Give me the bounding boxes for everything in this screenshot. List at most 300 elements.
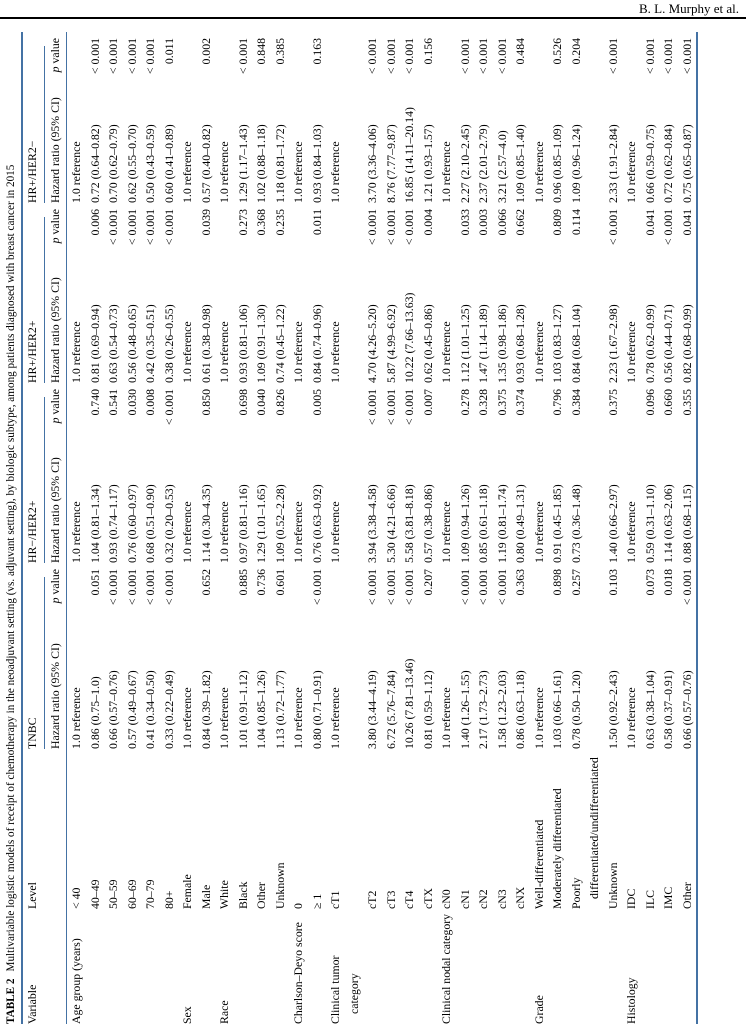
- p-value-cell: 0.011: [161, 38, 176, 65]
- variable-cell: [456, 909, 475, 1024]
- p-value-cell: 0.096: [642, 389, 657, 416]
- hazard-ratio-cell: 1.0 reference: [328, 321, 342, 383]
- hazard-ratio-cell: 0.70 (0.62–0.79): [106, 124, 120, 203]
- level-cell: cT4: [402, 890, 416, 909]
- level-cell: Moderately differentiated: [550, 788, 564, 909]
- hazard-ratio-cell: 5.87 (4.99–6.92): [383, 304, 398, 383]
- p-value-cell: [326, 563, 363, 621]
- hazard-ratio-cell: 1.0 reference: [439, 321, 453, 383]
- variable-cell: [400, 909, 419, 1024]
- p-value-cell: < 0.001: [106, 209, 120, 246]
- p-value-cell: 0.204: [568, 38, 583, 65]
- level-cell: ≥ 1: [309, 893, 324, 909]
- hazard-ratio-cell: 1.0 reference: [439, 501, 453, 563]
- p-value-cell: 0.257: [568, 569, 583, 596]
- p-value-cell: 0.033: [457, 209, 472, 236]
- hazard-ratio-cell: 1.0 reference: [531, 321, 546, 383]
- p-value-cell: [622, 203, 641, 261]
- p-value-cell: [530, 32, 549, 81]
- variable-cell: [511, 909, 530, 1024]
- p-value-cell: < 0.001: [124, 38, 139, 75]
- table-row: [141, 32, 160, 1024]
- p-value-cell: 0.073: [642, 569, 657, 596]
- variable-cell: Grade: [531, 995, 546, 1024]
- p-value-cell: < 0.001: [87, 38, 102, 75]
- hazard-ratio-cell: 1.18 (0.81–1.72): [272, 124, 287, 203]
- hazard-ratio-cell: 0.63 (0.54–0.73): [106, 304, 120, 383]
- p-value-cell: [530, 383, 549, 441]
- p-value-cell: 0.006: [87, 209, 102, 236]
- variable-cell: [567, 909, 604, 1024]
- variable-cell: Age group (years): [69, 938, 83, 1024]
- variable-cell: [659, 909, 678, 1024]
- p-value-cell: < 0.001: [143, 38, 157, 75]
- table-body: [67, 32, 698, 1024]
- p-value-cell: < 0.001: [383, 389, 398, 426]
- level-cell: IDC: [624, 888, 638, 909]
- hazard-ratio-cell: 1.0 reference: [439, 141, 453, 203]
- variable-cell: [641, 909, 660, 1024]
- hazard-ratio-cell: 5.30 (4.21–6.66): [383, 484, 398, 563]
- p-value-cell: < 0.001: [402, 209, 416, 246]
- hazard-ratio-cell: 16.85 (14.11–20.14): [402, 107, 416, 203]
- variable-cell: [160, 909, 179, 1024]
- table-row: [604, 32, 623, 1024]
- p-value-cell: 0.375: [494, 389, 509, 416]
- hazard-ratio-cell: 0.80 (0.49–1.31): [513, 484, 527, 563]
- hazard-ratio-cell: 1.58 (1.23–2.03): [494, 670, 509, 749]
- variable-cell: [493, 909, 512, 1024]
- p-value-cell: 0.163: [309, 38, 324, 65]
- p-value-cell: 0.328: [476, 389, 490, 416]
- hazard-ratio-cell: 0.76 (0.63–0.92): [309, 484, 324, 563]
- p-value-cell: 0.736: [254, 569, 268, 596]
- p-value-cell: 0.796: [550, 389, 564, 416]
- p-value-cell: < 0.001: [402, 389, 416, 426]
- rotated-table-area: [4, 32, 738, 1024]
- hazard-ratio-cell: 0.84 (0.39–1.82): [198, 670, 213, 749]
- hazard-ratio-cell: 1.12 (1.01–1.25): [457, 304, 472, 383]
- hazard-ratio-cell: 0.86 (0.63–1.18): [513, 670, 527, 749]
- hazard-ratio-cell: 1.0 reference: [69, 687, 83, 749]
- p-value-cell: < 0.001: [642, 38, 657, 75]
- level-cell: White: [217, 880, 231, 909]
- hazard-ratio-cell: 1.03 (0.66–1.61): [550, 670, 564, 749]
- p-value-cell: < 0.001: [143, 569, 157, 606]
- variable-cell: [252, 909, 271, 1024]
- hazard-ratio-cell: 3.94 (3.38–4.58): [365, 484, 379, 563]
- hazard-ratio-cell: 0.68 (0.51–0.90): [143, 484, 157, 563]
- variable-cell: Clinical nodal category: [439, 913, 453, 1024]
- p-value-cell: 0.740: [87, 389, 102, 416]
- hazard-ratio-cell: 0.81 (0.59–1.12): [420, 670, 435, 749]
- hazard-ratio-cell: 0.82 (0.68–0.99): [679, 304, 694, 383]
- level-cell: cN1: [457, 889, 472, 909]
- hazard-ratio-cell: 0.42 (0.35–0.51): [143, 304, 157, 383]
- hazard-ratio-cell: 0.50 (0.43–0.59): [143, 124, 157, 203]
- variable-cell: [234, 909, 253, 1024]
- p-value-cell: 0.809: [550, 209, 564, 236]
- p-value-cell: 0.273: [235, 209, 250, 236]
- p-value-cell: < 0.001: [365, 209, 379, 246]
- hazard-ratio-cell: 1.35 (0.98–1.86): [494, 304, 509, 383]
- p-value-cell: < 0.001: [143, 209, 157, 246]
- level-cell: Other: [254, 882, 268, 909]
- level-cell: IMC: [661, 886, 675, 909]
- p-value-cell: [215, 32, 234, 81]
- hazard-ratio-cell: 1.01 (0.91–1.12): [235, 670, 250, 749]
- level-cell: cT3: [383, 890, 398, 909]
- p-label: p: [48, 66, 62, 73]
- hazard-ratio-cell: 0.56 (0.48–0.65): [124, 304, 139, 383]
- level-cell: Other: [679, 882, 694, 909]
- p-value-cell: [326, 203, 363, 261]
- group-header-tnbc: [22, 563, 45, 749]
- p-value-cell: 0.355: [679, 389, 694, 416]
- variable-cell: Charlson–Deyo score: [291, 922, 305, 1024]
- hazard-ratio-cell: 0.62 (0.45–0.86): [420, 304, 435, 383]
- p-value-cell: < 0.001: [235, 38, 250, 75]
- level-cell: Male: [198, 884, 213, 909]
- hazard-ratio-cell: 0.93 (0.84–1.03): [309, 124, 324, 203]
- level-cell: cN2: [476, 889, 490, 909]
- p-label-rest: value: [48, 209, 62, 238]
- hazard-ratio-cell: 1.0 reference: [291, 687, 305, 749]
- hazard-ratio-cell: 0.72 (0.62–0.84): [661, 124, 675, 203]
- group-header-label: HR+/HER2−: [25, 46, 45, 203]
- results-table: [21, 32, 698, 1024]
- table-row: [215, 32, 234, 1024]
- hazard-ratio-cell: 1.09 (0.96–1.24): [568, 124, 583, 203]
- hazard-ratio-cell: 1.0 reference: [328, 141, 342, 203]
- table-row: [419, 32, 438, 1024]
- table-row: [678, 32, 698, 1024]
- subheader-hazard-hrpos-her2pos: Hazard ratio (95% CI): [45, 261, 67, 383]
- group-header-label: TNBC: [25, 577, 45, 749]
- p-value-cell: [178, 32, 197, 81]
- level-cell: Female: [180, 874, 194, 909]
- hazard-ratio-cell: 1.50 (0.92–2.43): [605, 670, 620, 749]
- hazard-ratio-cell: 1.19 (0.81–1.74): [494, 484, 509, 563]
- table-label: TABLE 2: [5, 978, 17, 1024]
- hazard-ratio-cell: 0.76 (0.60–0.97): [124, 484, 139, 563]
- p-value-cell: 0.898: [550, 569, 564, 596]
- table-row: [326, 32, 363, 1024]
- p-value-cell: < 0.001: [161, 569, 176, 606]
- table-row: [160, 32, 179, 1024]
- hazard-ratio-cell: 1.0 reference: [217, 141, 231, 203]
- p-value-cell: 0.698: [235, 389, 250, 416]
- hazard-ratio-cell: 1.0 reference: [180, 501, 194, 563]
- level-cell: 60–69: [124, 879, 139, 909]
- variable-cell: [382, 909, 401, 1024]
- table-row: [289, 32, 308, 1024]
- table-row: [456, 32, 475, 1024]
- hazard-ratio-cell: 1.02 (0.88–1.18): [254, 124, 268, 203]
- subheader-p-tnbc: [45, 563, 67, 621]
- hazard-ratio-cell: 0.63 (0.38–1.04): [642, 670, 657, 749]
- hazard-ratio-cell: 1.40 (0.66–2.97): [605, 484, 620, 563]
- hazard-ratio-cell: 3.70 (3.36–4.06): [365, 124, 379, 203]
- p-value-cell: [289, 203, 308, 261]
- table-row: [178, 32, 197, 1024]
- p-value-cell: < 0.001: [309, 569, 324, 606]
- table-row: [197, 32, 216, 1024]
- p-value-cell: [622, 563, 641, 621]
- hazard-ratio-cell: 5.58 (3.81–8.18): [402, 484, 416, 563]
- hazard-ratio-cell: 1.0 reference: [531, 687, 546, 749]
- hazard-ratio-cell: 1.0 reference: [624, 141, 638, 203]
- p-value-cell: 0.005: [309, 389, 324, 416]
- hazard-ratio-cell: 1.0 reference: [217, 687, 231, 749]
- p-value-cell: < 0.001: [457, 569, 472, 606]
- hazard-ratio-cell: 1.0 reference: [624, 687, 638, 749]
- hazard-ratio-cell: 2.27 (2.10–2.45): [457, 124, 472, 203]
- col-header-variable: Variable: [22, 909, 67, 1024]
- p-value-cell: < 0.001: [605, 38, 620, 75]
- level-cell: cT1: [328, 890, 342, 909]
- p-label-rest: value: [48, 389, 62, 418]
- p-value-cell: 0.368: [254, 209, 268, 236]
- hazard-ratio-cell: 0.61 (0.38–0.98): [198, 304, 213, 383]
- p-value-cell: 0.207: [420, 569, 435, 596]
- hazard-ratio-cell: 1.09 (0.85–1.40): [513, 124, 527, 203]
- p-value-cell: < 0.001: [383, 569, 398, 606]
- hazard-ratio-cell: 1.0 reference: [180, 687, 194, 749]
- hazard-ratio-cell: 1.40 (1.26–1.55): [457, 670, 472, 749]
- p-value-cell: < 0.001: [365, 38, 379, 75]
- p-value-cell: [215, 203, 234, 261]
- hazard-ratio-cell: 1.29 (1.01–1.65): [254, 484, 268, 563]
- group-header-hrpos-her2pos: [22, 203, 45, 383]
- hazard-ratio-cell: 1.47 (1.14–1.89): [476, 304, 490, 383]
- table-caption: [5, 32, 17, 1024]
- hazard-ratio-cell: 1.0 reference: [180, 321, 194, 383]
- hazard-ratio-cell: 1.29 (1.17–1.43): [235, 124, 250, 203]
- variable-cell: [308, 909, 327, 1024]
- p-value-cell: 0.007: [420, 389, 435, 416]
- hazard-ratio-cell: 0.57 (0.49–0.67): [124, 670, 139, 749]
- hazard-ratio-cell: 1.0 reference: [291, 141, 305, 203]
- table-row: [271, 32, 290, 1024]
- p-value-cell: 0.156: [420, 38, 435, 65]
- group-header-hrpos-her2neg: [22, 32, 45, 203]
- hazard-ratio-cell: 0.75 (0.65–0.87): [679, 124, 694, 203]
- hazard-ratio-cell: 1.09 (0.94–1.26): [457, 484, 472, 563]
- subheader-hazard-hrpos-her2neg: Hazard ratio (95% CI): [45, 81, 67, 203]
- p-value-cell: 0.850: [198, 389, 213, 416]
- p-value-cell: [326, 32, 363, 81]
- hazard-ratio-cell: 2.23 (1.67–2.98): [605, 304, 620, 383]
- p-value-cell: 0.003: [476, 209, 490, 236]
- subheader-p-hrpos-her2neg: [45, 32, 67, 81]
- table-row: [511, 32, 530, 1024]
- p-value-cell: 0.662: [513, 209, 527, 236]
- p-value-cell: 0.039: [198, 209, 213, 236]
- hazard-ratio-cell: 0.66 (0.59–0.75): [642, 124, 657, 203]
- level-cell: cN3: [494, 889, 509, 909]
- p-label: p: [48, 417, 62, 424]
- p-value-cell: 0.526: [550, 38, 564, 65]
- p-value-cell: < 0.001: [476, 38, 490, 75]
- hazard-ratio-cell: 1.0 reference: [217, 501, 231, 563]
- hazard-ratio-cell: 1.0 reference: [328, 687, 342, 749]
- level-cell: Unknown: [272, 862, 287, 909]
- level-cell: Unknown: [605, 862, 620, 909]
- hazard-ratio-cell: 0.57 (0.38–0.86): [420, 484, 435, 563]
- table-row: [548, 32, 567, 1024]
- p-value-cell: < 0.001: [457, 38, 472, 75]
- p-value-cell: 0.114: [568, 209, 583, 236]
- p-value-cell: 0.011: [309, 209, 324, 236]
- subheader-hazard-tnbc: Hazard ratio (95% CI): [45, 621, 67, 749]
- hazard-ratio-cell: 1.0 reference: [69, 321, 83, 383]
- p-value-cell: [289, 32, 308, 81]
- p-value-cell: 0.652: [198, 569, 213, 596]
- hazard-ratio-cell: 10.26 (7.81–13.46): [402, 658, 416, 749]
- hazard-ratio-cell: 0.78 (0.50–1.20): [568, 670, 583, 749]
- level-cell: 40–49: [87, 879, 102, 909]
- hazard-ratio-cell: 1.21 (0.93–1.57): [420, 124, 435, 203]
- level-cell: Black: [235, 881, 250, 909]
- p-value-cell: [215, 383, 234, 441]
- p-value-cell: [326, 383, 363, 441]
- running-head: B. L. Murphy et al.: [638, 1, 739, 16]
- p-value-cell: < 0.001: [494, 569, 509, 606]
- level-cell: cTX: [420, 888, 435, 909]
- level-cell: ILC: [642, 889, 657, 909]
- variable-cell: [419, 909, 438, 1024]
- hazard-ratio-cell: 0.66 (0.57–0.76): [106, 670, 120, 749]
- p-value-cell: < 0.001: [106, 569, 120, 606]
- variable-cell: Race: [217, 1000, 231, 1024]
- level-cell: cNX: [513, 886, 527, 909]
- p-value-cell: 0.008: [143, 389, 157, 416]
- table-row: [308, 32, 327, 1024]
- p-value-cell: 0.002: [198, 38, 213, 65]
- p-value-cell: 0.278: [457, 389, 472, 416]
- hazard-ratio-cell: 0.80 (0.71–0.91): [309, 670, 324, 749]
- p-value-cell: < 0.001: [161, 389, 176, 426]
- p-value-cell: [437, 203, 456, 261]
- hazard-ratio-cell: 10.22 (7.66–13.63): [402, 292, 416, 383]
- group-header-label: HR+/HER2+: [25, 217, 45, 383]
- hazard-ratio-cell: 6.72 (5.76–7.84): [383, 670, 398, 749]
- p-value-cell: 0.051: [87, 569, 102, 596]
- hazard-ratio-cell: 0.56 (0.44–0.71): [661, 304, 675, 383]
- group-header-row: [22, 32, 45, 1024]
- hazard-ratio-cell: 0.91 (0.45–1.85): [550, 484, 564, 563]
- p-value-cell: 0.484: [513, 38, 527, 65]
- level-cell: 0: [291, 903, 305, 909]
- table-row: [86, 32, 105, 1024]
- table-row: [400, 32, 419, 1024]
- hazard-ratio-cell: 8.76 (7.77–9.87): [383, 124, 398, 203]
- variable-cell: [197, 909, 216, 1024]
- p-value-cell: [178, 203, 197, 261]
- level-cell: Well-differentiated: [531, 819, 546, 909]
- hazard-ratio-cell: 0.93 (0.68–1.28): [513, 304, 527, 383]
- p-value-cell: < 0.001: [494, 38, 509, 75]
- hazard-ratio-cell: 0.86 (0.75–1.0): [87, 676, 102, 749]
- p-value-cell: [67, 203, 86, 261]
- p-value-cell: [437, 383, 456, 441]
- table-row: [659, 32, 678, 1024]
- table-row: [123, 32, 142, 1024]
- group-header-label: HR−/HER2+: [25, 397, 45, 563]
- p-value-cell: 0.848: [254, 38, 268, 65]
- hazard-ratio-cell: 1.0 reference: [624, 501, 638, 563]
- group-header-hrneg-her2pos: [22, 383, 45, 563]
- hazard-ratio-cell: 1.0 reference: [217, 321, 231, 383]
- table-row: [437, 32, 456, 1024]
- table-row: [641, 32, 660, 1024]
- hazard-ratio-cell: 1.04 (0.85–1.26): [254, 670, 268, 749]
- p-value-cell: 0.385: [272, 38, 287, 65]
- hazard-ratio-cell: 0.96 (0.85–1.09): [550, 124, 564, 203]
- hazard-ratio-cell: 1.0 reference: [291, 501, 305, 563]
- header-rule: [0, 17, 746, 19]
- col-header-level: Level: [22, 749, 67, 909]
- table-row: [252, 32, 271, 1024]
- p-value-cell: 0.040: [254, 389, 268, 416]
- p-value-cell: [622, 383, 641, 441]
- p-value-cell: [67, 32, 86, 81]
- level-cell: 70–79: [143, 879, 157, 909]
- hazard-ratio-cell: 0.60 (0.41–0.89): [161, 124, 176, 203]
- hazard-ratio-cell: 0.32 (0.20–0.53): [161, 484, 176, 563]
- hazard-ratio-cell: 1.0 reference: [69, 141, 83, 203]
- table-row: [474, 32, 493, 1024]
- p-label-rest: value: [48, 38, 62, 67]
- p-value-cell: < 0.001: [679, 569, 694, 606]
- variable-cell: Histology: [624, 977, 638, 1024]
- hazard-ratio-cell: 1.14 (0.30–4.35): [198, 484, 213, 563]
- hazard-ratio-cell: 1.0 reference: [328, 501, 342, 563]
- p-value-cell: 0.004: [420, 209, 435, 236]
- variable-cell: Sex: [180, 1006, 194, 1024]
- variable-cell: [104, 909, 123, 1024]
- table-row: [622, 32, 641, 1024]
- hazard-ratio-cell: 0.84 (0.74–0.96): [309, 304, 324, 383]
- p-value-cell: 0.235: [272, 209, 287, 236]
- hazard-ratio-cell: 0.78 (0.62–0.99): [642, 304, 657, 383]
- variable-cell: [604, 909, 623, 1024]
- p-value-cell: < 0.001: [124, 209, 139, 246]
- p-value-cell: [289, 383, 308, 441]
- p-value-cell: < 0.001: [365, 569, 379, 606]
- hazard-ratio-cell: 1.09 (0.91–1.30): [254, 304, 268, 383]
- hazard-ratio-cell: 0.59 (0.31–1.10): [642, 484, 657, 563]
- hazard-ratio-cell: 1.0 reference: [531, 501, 546, 563]
- p-value-cell: 0.885: [235, 569, 250, 596]
- hazard-ratio-cell: 0.41 (0.34–0.50): [143, 670, 157, 749]
- p-value-cell: < 0.001: [124, 569, 139, 606]
- p-label: p: [48, 597, 62, 604]
- hazard-ratio-cell: 0.88 (0.68–1.15): [679, 484, 694, 563]
- variable-cell: [363, 909, 382, 1024]
- p-value-cell: < 0.001: [106, 38, 120, 75]
- table-row: [567, 32, 604, 1024]
- variable-cell: [123, 909, 142, 1024]
- level-cell: 80+: [161, 890, 176, 909]
- p-value-cell: 0.660: [661, 389, 675, 416]
- table-row: [363, 32, 382, 1024]
- p-value-cell: < 0.001: [661, 38, 675, 75]
- hazard-ratio-cell: 1.09 (0.52–2.28): [272, 484, 287, 563]
- level-cell: 50–59: [106, 879, 120, 909]
- p-value-cell: [67, 563, 86, 621]
